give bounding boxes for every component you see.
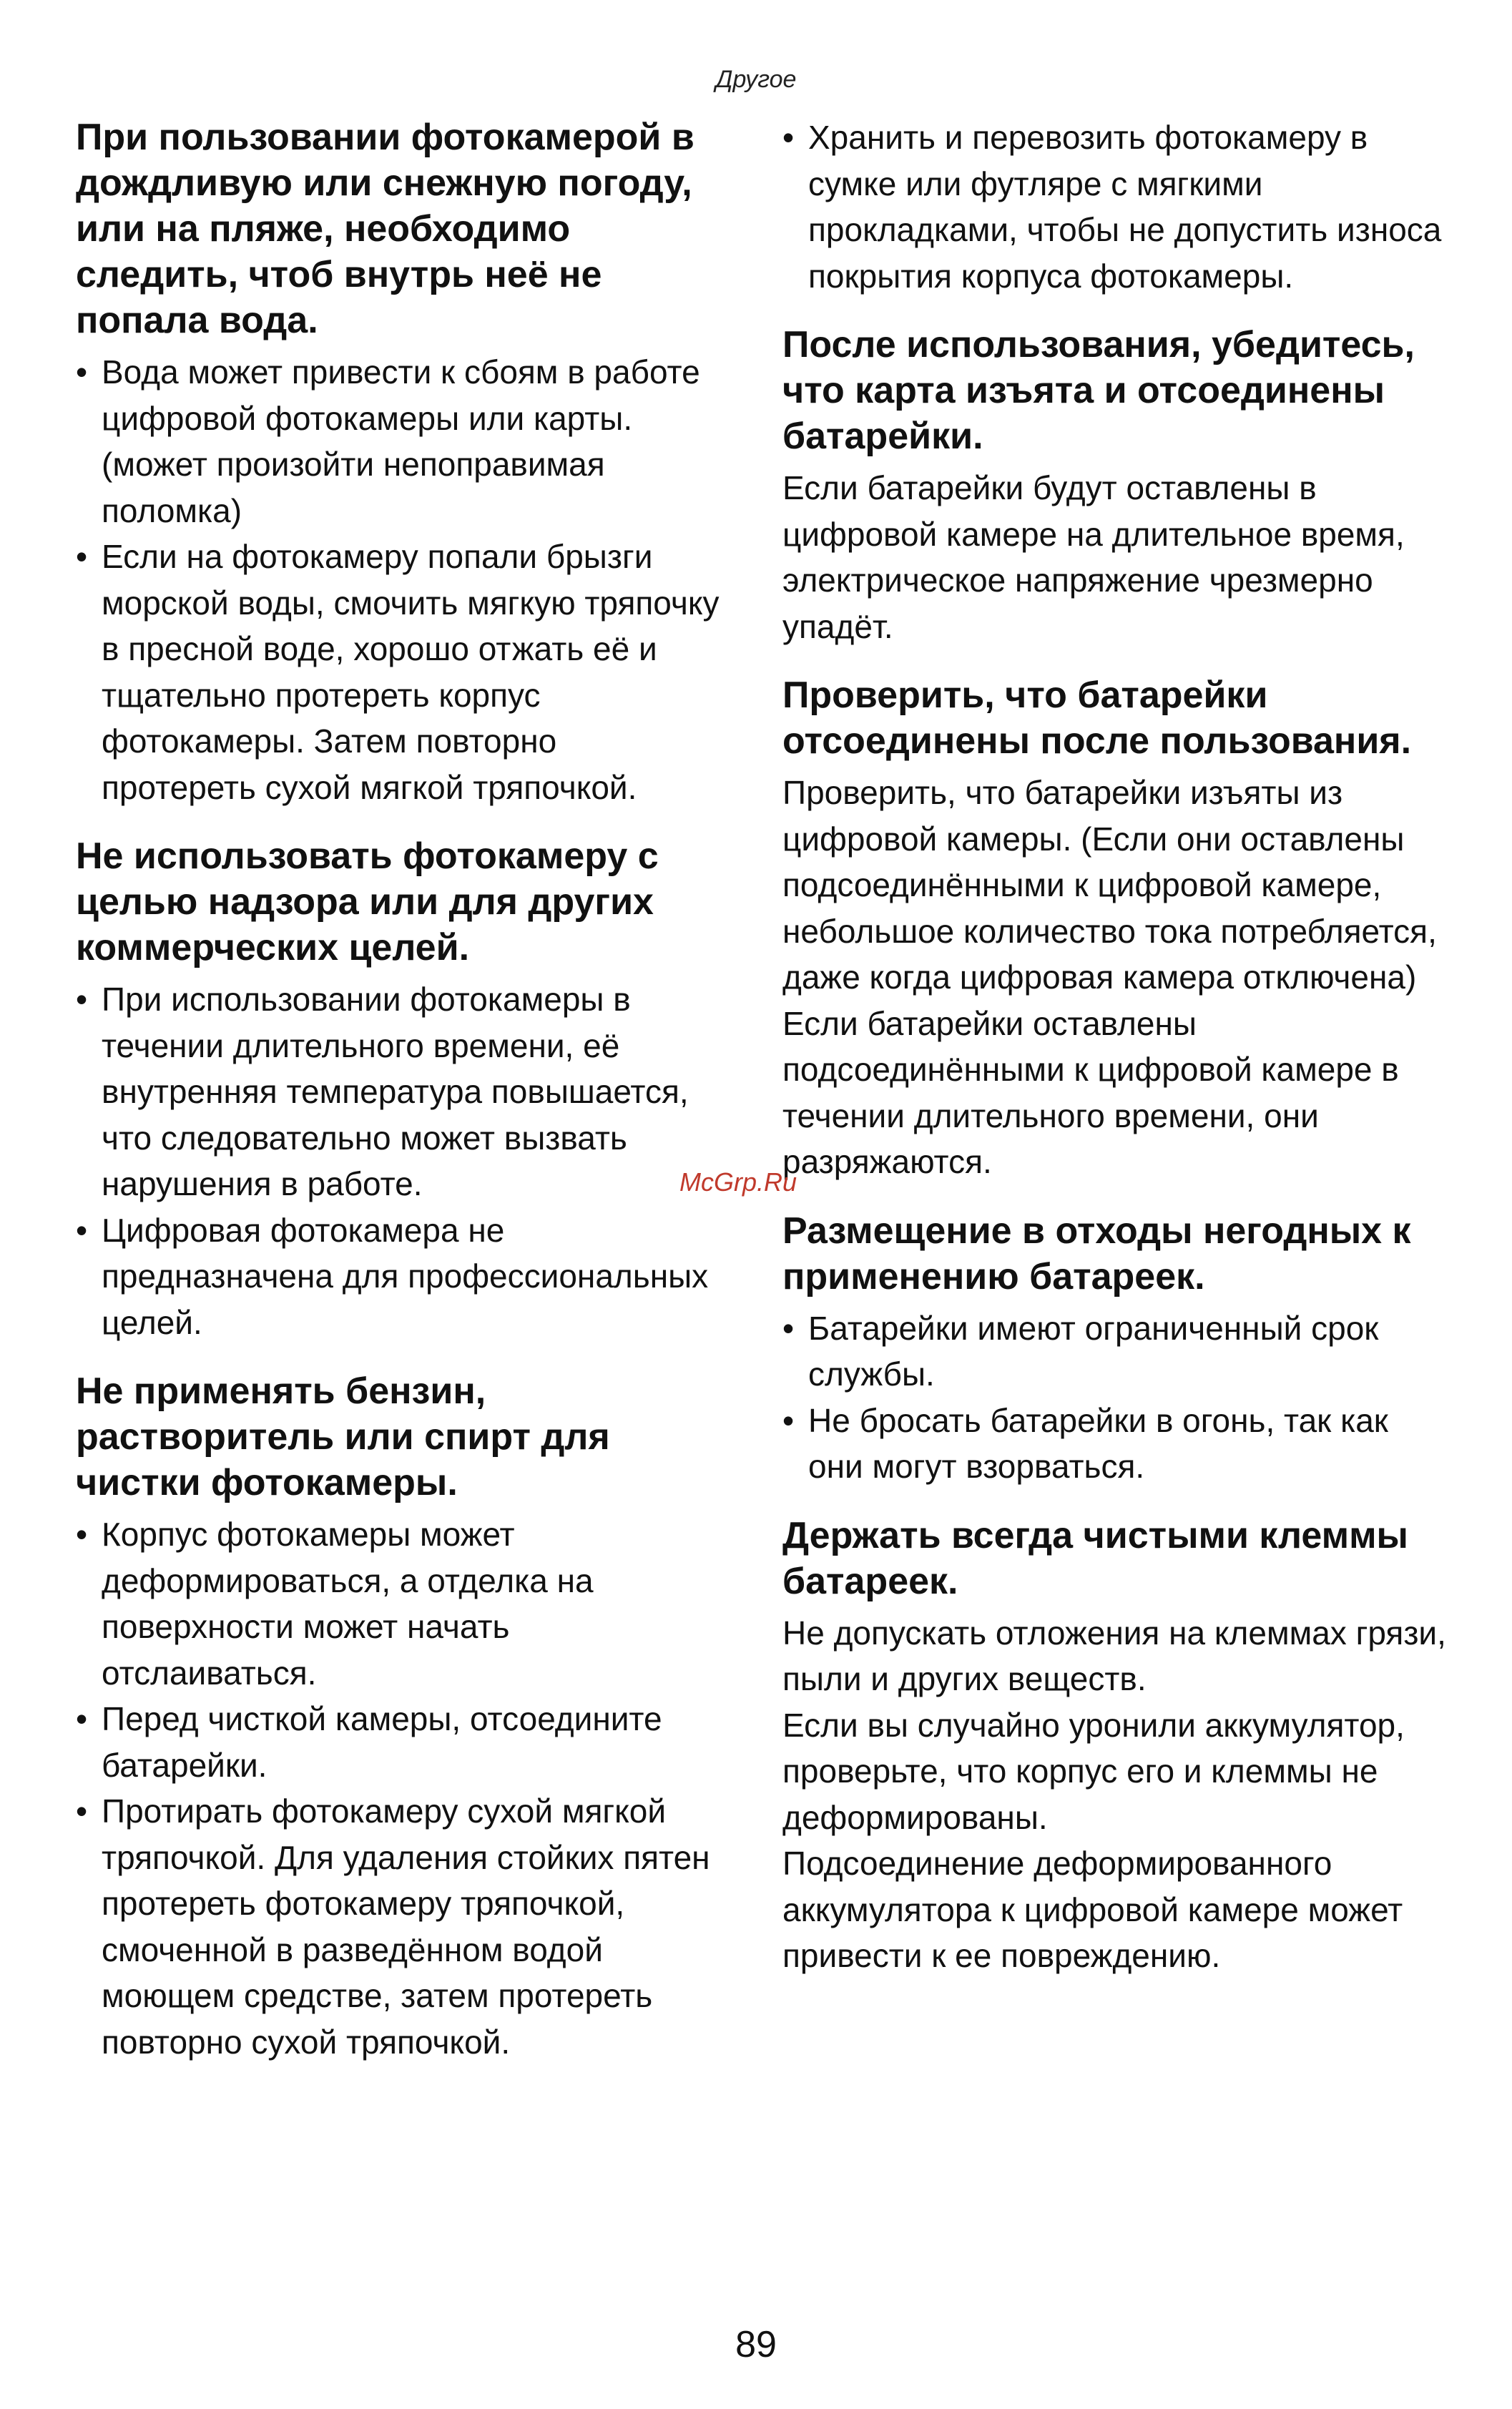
bullet-list: [782, 114, 1448, 299]
section-heading: Проверить, что батарейки отсоединены после пользования.: [782, 674, 1412, 762]
bullet-item: • Протирать фотокамеру сухой мягкой тряпочкой. Для удаления стойких пятен протереть фотокамеру тряпочкой, смоченной в разведённом водой моющем средстве, затем протереть повторно сухой тряпочкой.: [76, 1788, 720, 2065]
watermark: McGrp.Ru: [679, 1167, 797, 1197]
right-column: [782, 114, 1448, 2002]
paragraph: Если батарейки будут оставлены в цифровой камере на длительное время, электрическое напряжение чрезмерно упадёт.: [782, 469, 1405, 645]
bullet-item: • Перед чисткой камеры, отсоедините батарейки.: [76, 1696, 720, 1788]
section-heading: Размещение в отходы негодных к применению батареек.: [782, 1210, 1411, 1297]
bullet-item: • Корпус фотокамеры может деформироваться, а отделка на поверхности может начать отслаиваться.: [76, 1511, 720, 1696]
section-heading: Не использовать фотокамеру с целью надзора или для других коммерческих целей.: [76, 835, 659, 968]
bullet-item: • При использовании фотокамеры в течении длительного времени, её внутренняя температура повышается, что следовательно может вызвать нарушения в работе.: [76, 976, 720, 1207]
section-rain-beach: [76, 114, 720, 810]
section-no-solvents: [76, 1368, 720, 2065]
section-check-batteries: [782, 672, 1448, 1185]
paragraph: Если батарейки оставлены подсоединёнными к цифровой камере в течении длительного времени, они разряжаются.: [782, 1004, 1399, 1180]
section-heading: Не применять бензин, растворитель или спирт для чистки фотокамеры.: [76, 1370, 610, 1503]
bullet-list: [76, 1511, 720, 2065]
left-column: [76, 114, 720, 2088]
bullet-item: • Не бросать батарейки в огонь, так как они могут взорваться.: [782, 1398, 1448, 1490]
section-label: Другое: [715, 66, 797, 93]
section-heading: После использования, убедитесь, что карта изъята и отсоединены батарейки.: [782, 324, 1415, 457]
bullet-list: [76, 349, 720, 810]
paragraph: Проверить, что батарейки изъяты из цифровой камеры. (Если они оставлены подсоединёнными к цифровой камере, небольшое количество тока потребляется, даже когда цифровая камера отключена): [782, 774, 1437, 996]
bullet-list: [76, 976, 720, 1345]
section-no-surveillance: [76, 833, 720, 1345]
section-heading: При пользовании фотокамерой в дождливую или снежную погоду, или на пляже, необходимо следить, чтоб внутрь неё не попала вода.: [76, 117, 694, 341]
page-number: 89: [735, 2324, 777, 2365]
bullet-item: • Если на фотокамеру попали брызги морской воды, смочить мягкую тряпочку в пресной воде, хорошо отжать её и тщательно протереть корпус фотокамеры. Затем повторно протереть сухой мягкой тряпочкой.: [76, 534, 720, 810]
paragraph: Подсоединение деформированного аккумулятора к цифровой камере может привести к ее повреждению.: [782, 1845, 1403, 1974]
section-clean-terminals: [782, 1513, 1448, 1979]
paragraph: Не допускать отложения на клеммах грязи, пыли и других веществ.: [782, 1614, 1446, 1697]
paragraph: Если вы случайно уронили аккумулятор, проверьте, что корпус его и клеммы не деформированы.: [782, 1706, 1405, 1836]
bullet-list: [782, 1305, 1448, 1490]
bullet-item: • Батарейки имеют ограниченный срок службы.: [782, 1305, 1448, 1398]
section-storage: [782, 114, 1448, 299]
bullet-item: • Вода может привести к сбоям в работе цифровой фотокамеры или карты. (может произойти непоправимая поломка): [76, 349, 720, 534]
section-disposal: [782, 1208, 1448, 1490]
bullet-item: • Хранить и перевозить фотокамеру в сумке или футляре с мягкими прокладками, чтобы не допустить износа покрытия корпуса фотокамеры.: [782, 114, 1448, 299]
section-heading: Держать всегда чистыми клеммы батареек.: [782, 1514, 1408, 1602]
bullet-item: • Цифровая фотокамера не предназначена для профессиональных целей.: [76, 1207, 720, 1346]
section-after-use: [782, 322, 1448, 649]
